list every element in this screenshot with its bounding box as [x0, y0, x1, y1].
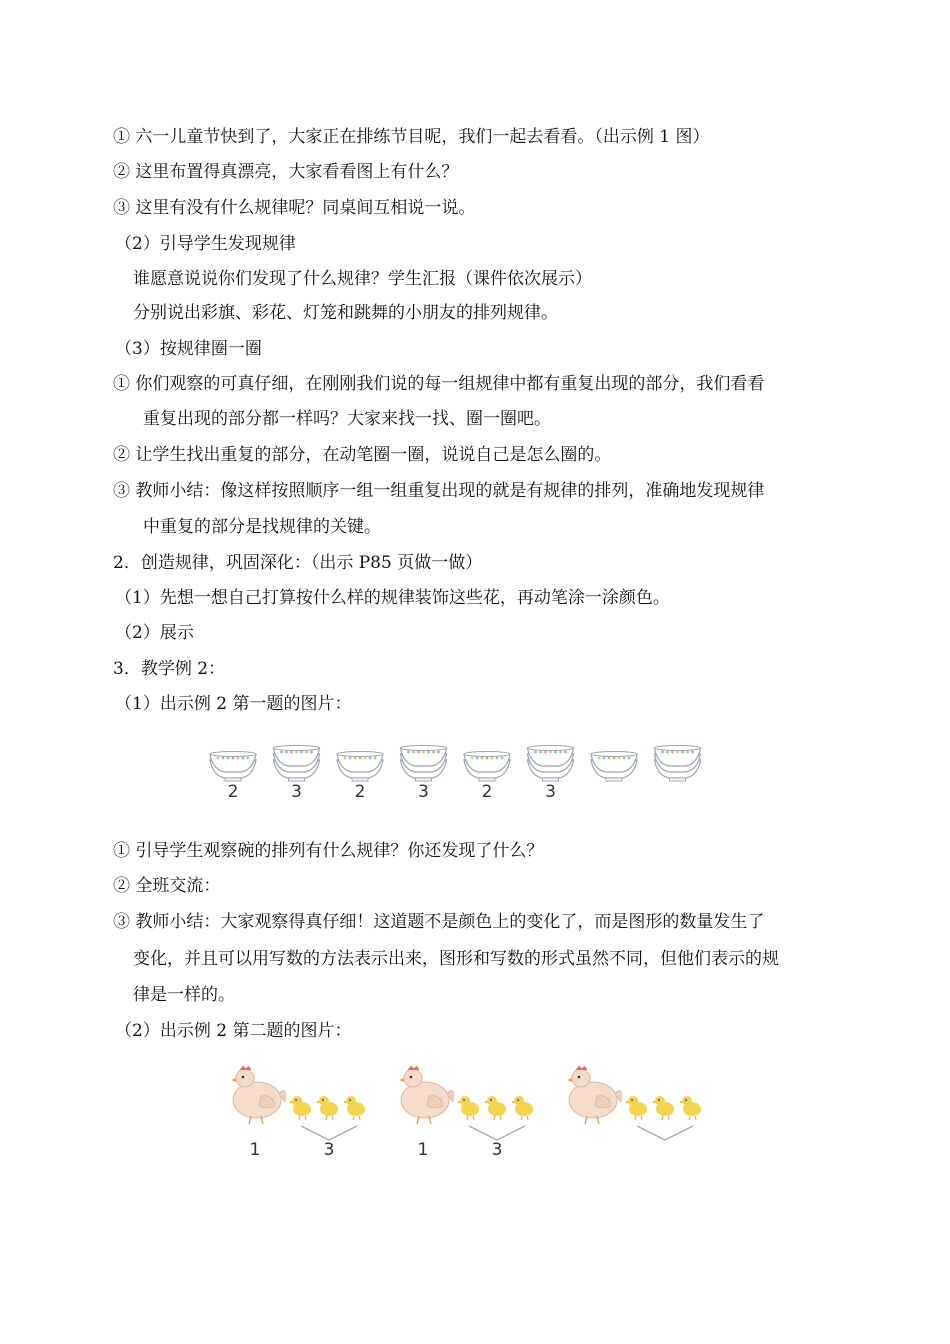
- hen-icon: [399, 1066, 453, 1124]
- bowl-stack: [210, 752, 256, 782]
- text-line: 谁愿意说说你们发现了什么规律？学生汇报（课件依次展示）: [133, 269, 592, 289]
- text-line: 变化，并且可以用写数的方法表示出来，图形和写数的形式虽然不同，但他们表示的规: [133, 949, 779, 969]
- text-line: 中重复的部分是找规律的关键。: [143, 517, 381, 537]
- chick-icon: [511, 1096, 533, 1120]
- text-line: ① 引导学生观察碗的排列有什么规律？你还发现了什么？: [113, 841, 544, 861]
- text-line: （1）出示例 2 第一题的图片：: [115, 694, 352, 714]
- bowl-stack: [464, 752, 510, 782]
- chick-count-label: 3: [491, 1140, 503, 1160]
- bowl-count-label: 2: [481, 782, 493, 802]
- chick-icon: [679, 1096, 701, 1120]
- bowl-stack: [337, 752, 383, 782]
- chick-icon: [484, 1096, 506, 1120]
- bowl-count-label: 3: [418, 782, 429, 802]
- text-line: （2）引导学生发现规律: [115, 234, 296, 254]
- hen-count-label: 1: [249, 1140, 261, 1160]
- bowls-figure: [205, 732, 725, 806]
- bowl-count-label: 3: [291, 782, 302, 802]
- text-line: （3）按规律圈一圈: [115, 339, 262, 359]
- chick-icon: [652, 1096, 674, 1120]
- text-line: 律是一样的。: [133, 985, 235, 1005]
- text-line: ① 你们观察的可真仔细，在刚刚我们说的每一组规律中都有重复出现的部分，我们看看: [113, 374, 765, 394]
- chick-icon: [289, 1096, 311, 1120]
- text-line: ① 六一儿童节快到了，大家正在排练节目呢，我们一起去看看。（出示例 1 图）: [113, 127, 710, 147]
- text-line: （2）展示: [115, 623, 194, 643]
- text-line: ② 全班交流：: [113, 876, 221, 896]
- text-line: 2．创造规律，巩固深化：（出示 P85 页做一做）: [113, 553, 483, 573]
- bowl-stack: [401, 746, 447, 782]
- bowl-stack: [591, 752, 637, 782]
- chick-icon: [316, 1096, 338, 1120]
- bowl-count-label: 3: [545, 782, 556, 802]
- bowl-stack: [528, 746, 574, 782]
- text-line: ② 这里布置得真漂亮，大家看看图上有什么？: [113, 162, 459, 182]
- hens-chicks-figure: [215, 1058, 715, 1168]
- text-line: ② 让学生找出重复的部分，在动笔圈一圈，说说自己是怎么圈的。: [113, 445, 612, 465]
- chick-icon: [457, 1096, 479, 1120]
- text-line: 3．教学例 2：: [113, 659, 226, 679]
- bracket: [469, 1126, 525, 1140]
- chick-icon: [625, 1096, 647, 1120]
- bracket: [637, 1126, 693, 1140]
- text-line: ③ 教师小结：大家观察得真仔细！这道题不是颜色上的变化了，而是图形的数量发生了: [113, 912, 765, 932]
- text-line: ③ 这里有没有什么规律呢？同桌间互相说一说。: [113, 198, 476, 218]
- bowl-count-label: 2: [227, 782, 239, 802]
- text-line: （2）出示例 2 第二题的图片：: [115, 1021, 352, 1041]
- text-line: 重复出现的部分都一样吗？大家来找一找、圈一圈吧。: [143, 409, 551, 429]
- chick-count-label: 3: [323, 1140, 335, 1160]
- bowl-stack: [274, 746, 320, 782]
- hen-icon: [231, 1066, 285, 1124]
- chick-icon: [343, 1096, 365, 1120]
- bowl-stack: [655, 746, 701, 782]
- text-line: （1）先想一想自己打算按什么样的规律装饰这些花，再动笔涂一涂颜色。: [115, 588, 670, 608]
- text-line: ③ 教师小结：像这样按照顺序一组一组重复出现的就是有规律的排列，准确地发现规律: [113, 481, 765, 501]
- bowl-count-label: 2: [354, 782, 366, 802]
- hen-icon: [567, 1066, 621, 1124]
- text-line: 分别说出彩旗、彩花、灯笼和跳舞的小朋友的排列规律。: [133, 303, 558, 323]
- bracket: [301, 1126, 357, 1140]
- hen-count-label: 1: [417, 1140, 429, 1160]
